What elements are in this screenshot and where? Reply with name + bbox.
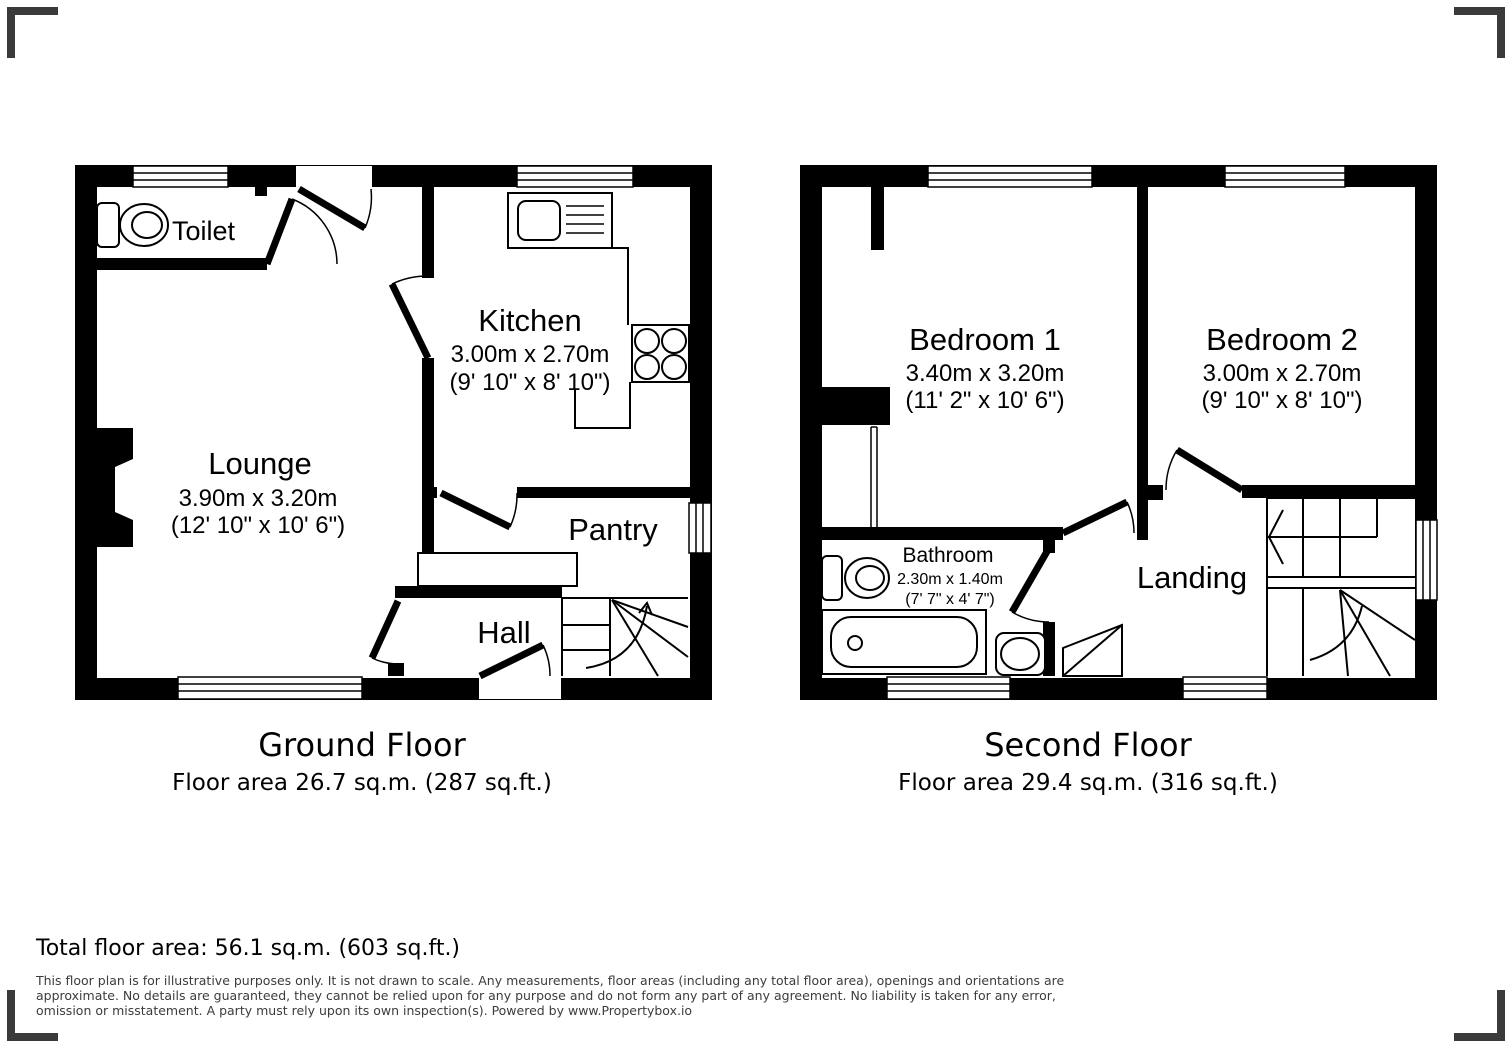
front-door-opening xyxy=(479,677,561,699)
pantry-wall-left xyxy=(422,487,437,498)
second-stairs xyxy=(1267,498,1415,676)
pantry-wall-right xyxy=(517,487,690,498)
stairs-window xyxy=(1416,520,1437,600)
bedroom2-window xyxy=(1225,166,1345,187)
bedroom2-door xyxy=(1166,450,1242,490)
room-label-pantry: Pantry xyxy=(568,512,658,547)
room-label-landing: Landing xyxy=(1136,560,1248,595)
lounge-right-wall xyxy=(422,498,434,553)
room-dim-bathroom-imperial: (7' 7" x 4' 7") xyxy=(905,591,995,608)
fireplace-recess xyxy=(115,459,133,520)
bedroom1-closet xyxy=(871,427,877,527)
pantry-door xyxy=(441,493,517,527)
bathroom-window xyxy=(887,677,1010,699)
hob-icon xyxy=(632,325,689,382)
bathroom-top-wall xyxy=(822,527,1063,540)
bedroom2-bottom-wall xyxy=(1242,485,1415,498)
kitchen-door xyxy=(392,276,428,358)
ground-floor-title: Ground Floor xyxy=(258,726,466,764)
corner-mark-bottom-right xyxy=(1454,990,1501,1037)
room-dim-lounge-metric: 3.90m x 3.20m xyxy=(178,485,338,512)
room-dim-bedroom2-imperial: (9' 10" x 8' 10") xyxy=(1201,387,1363,414)
corner-mark-top-left xyxy=(11,11,58,58)
sink-icon xyxy=(508,193,612,248)
bedroom1-wall-stub xyxy=(871,187,884,250)
bedroom1-window xyxy=(928,166,1092,187)
toilet-door-jamb xyxy=(255,187,267,196)
ground-floor-area: Floor area 26.7 sq.m. (287 sq.ft.) xyxy=(172,770,552,796)
toilet-window xyxy=(133,166,228,187)
landing-window xyxy=(1183,677,1267,699)
toilet-icon xyxy=(97,203,168,247)
bath-icon xyxy=(822,610,986,674)
disclaimer-line-1: This floor plan is for illustrative purposes only. It is not drawn to scale. Any measurements, floor areas (including any total floor area), openings and orientations are xyxy=(36,973,1065,988)
room-dim-kitchen-metric: 3.00m x 2.70m xyxy=(450,341,610,368)
ground-exterior-walls xyxy=(75,165,712,700)
landing-cupboard xyxy=(1063,625,1122,676)
room-dim-bedroom1-imperial: (11' 2" x 10' 6") xyxy=(905,387,1065,414)
bedroom1-chimney xyxy=(822,387,890,425)
room-label-bedroom2: Bedroom 2 xyxy=(1206,322,1358,357)
hall-door-jamb xyxy=(388,663,404,676)
kitchen-counter-lines xyxy=(575,248,630,428)
room-label-hall: Hall xyxy=(477,615,531,650)
understairs-unit xyxy=(418,553,577,586)
second-floor-area: Floor area 29.4 sq.m. (316 sq.ft.) xyxy=(898,770,1278,796)
bathroom-toilet-icon xyxy=(822,556,889,600)
second-floor-plan xyxy=(800,165,1437,700)
second-floor-title: Second Floor xyxy=(984,726,1192,764)
room-label-lounge: Lounge xyxy=(208,446,312,481)
disclaimer-line-3: omission or misstatement. A party must rely upon its own inspection(s). Powered by www.Propertybox.io xyxy=(36,1003,693,1018)
bedroom1-door xyxy=(1063,502,1134,533)
kitchen-window xyxy=(517,166,633,187)
room-dim-lounge-imperial: (12' 10" x 10' 6") xyxy=(170,512,346,539)
basin-icon xyxy=(996,633,1045,675)
room-dim-bedroom2-metric: 3.00m x 2.70m xyxy=(1202,360,1362,387)
room-label-toilet: Toilet xyxy=(172,216,236,246)
back-door-opening xyxy=(296,166,372,187)
room-dim-kitchen-imperial: (9' 10" x 8' 10") xyxy=(449,369,611,396)
ground-floor-plan xyxy=(75,165,712,700)
total-floor-area: Total floor area: 56.1 sq.m. (603 sq.ft.) xyxy=(36,936,461,961)
bathroom-door xyxy=(1012,548,1049,622)
hall-top-wall xyxy=(395,586,562,598)
room-label-bedroom1: Bedroom 1 xyxy=(909,322,1061,357)
room-dim-bathroom-metric: 2.30m x 1.40m xyxy=(897,571,1003,588)
lounge-window xyxy=(178,677,362,699)
pantry-window xyxy=(689,503,711,553)
ground-stairs xyxy=(562,598,688,676)
disclaimer-line-2: approximate. No details are guaranteed, they cannot be relied upon for any purpose and do not form any part of any agreement. No liability is taken for any error, xyxy=(36,988,1056,1003)
room-label-bathroom: Bathroom xyxy=(902,544,994,567)
divider-jamb xyxy=(1148,485,1163,500)
bedroom-divider-wall xyxy=(1137,187,1148,540)
vestibule-wall-upper xyxy=(422,187,434,278)
lounge-hall-door xyxy=(372,601,398,664)
toilet-wall xyxy=(97,258,267,270)
room-dim-bedroom1-metric: 3.40m x 3.20m xyxy=(905,360,1065,387)
room-label-kitchen: Kitchen xyxy=(478,303,582,338)
kitchen-wall-lower xyxy=(422,358,434,487)
corner-mark-top-right xyxy=(1454,11,1501,58)
